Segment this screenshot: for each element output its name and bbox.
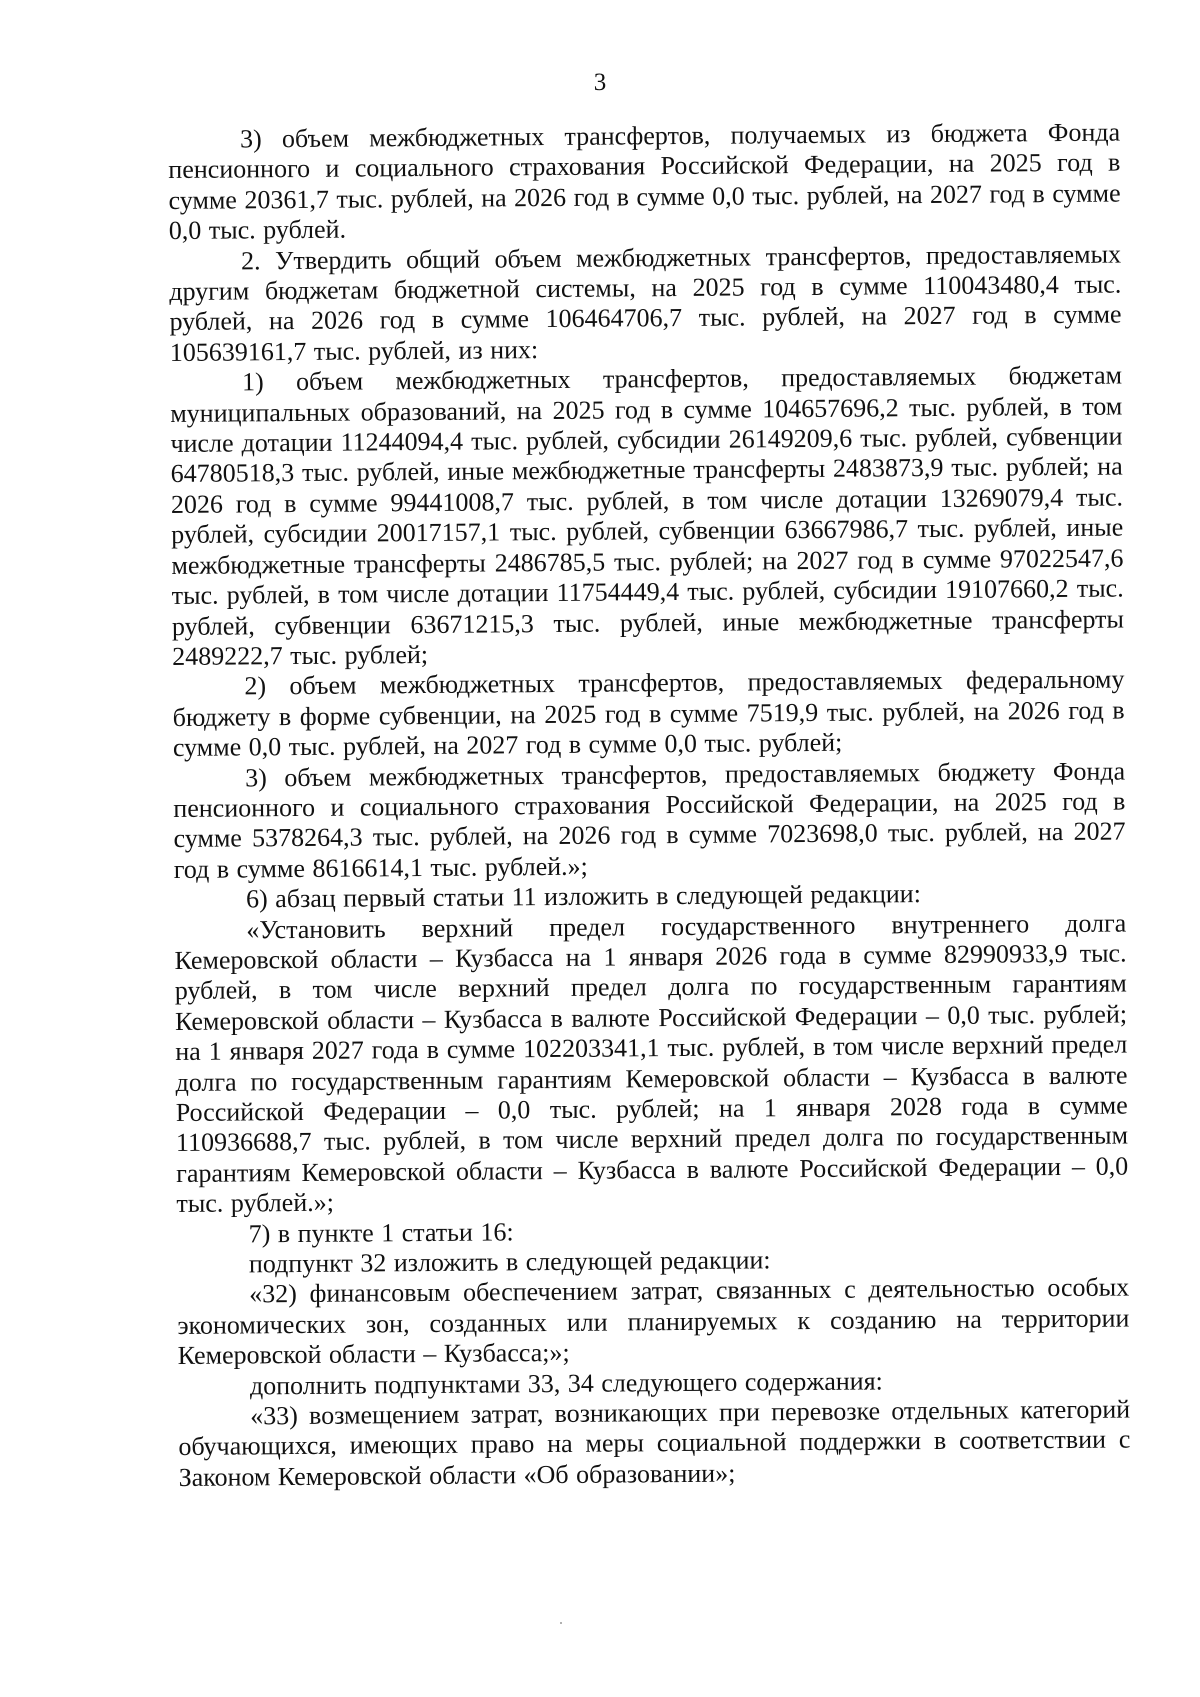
page-number: 3 (593, 69, 607, 96)
paragraph-total-transfers: 2. Утвердить общий объем межбюджетных трансфертов, предоставляемых другим бюджетам бюджетной системы, на 2025 год в сумме 110043480,4 тыс. рублей, на 2026 год в сумме 106464706,7 тыс. рублей, на 2027 год в сумме 105639161,7 тыс. рублей, из них: (169, 239, 1122, 367)
paragraph-subpoint-33: «33) возмещением затрат, возникающих при перевозке отдельных категорий обучающихся, имеющих право на меры социальной поддержки в соответствии с Законом Кемеровской области «Об образовании»; (178, 1394, 1131, 1492)
paragraph-pension-fund-transfers: 3) объем межбюджетных трансфертов, предоставляемых бюджету Фонда пенсионного и социального страхования Российской Федерации, на 2025 год в сумме 5378264,3 тыс. рублей, на 2026 год в сумме 7023698,0 тыс. рублей, на 2027 год в сумме 8616614,1 тыс. рублей.»; (173, 756, 1126, 884)
paragraph-add-subpoints-intro: дополнить подпунктами 33, 34 следующего содержания: (249, 1366, 883, 1401)
paragraph-municipal-transfers: 1) объем межбюджетных трансфертов, предоставляемых бюджетам муниципальных образований, на 2025 год в сумме 104657696,2 тыс. рублей, в том числе дотации 11244094,4 тыс. рублей, субсидии 26149209,6 тыс. рублей, субвенции 64780518,3 тыс. рублей, иные межбюджетные трансферты 2483873,9 тыс. рублей; на 2026 год в сумме 99441008,7 тыс. рублей, в том числе дотации 13269079,4 тыс. рублей, субсидии 20017157,1 тыс. рублей, субвенции 63667986,7 тыс. рублей, иные межбюджетные трансферты 2486785,5 тыс. рублей; на 2027 год в сумме 97022547,6 тыс. рублей, в том числе дотации 11754449,4 тыс. рублей, субсидии 19107660,2 тыс. рублей, субвенции 63671215,3 тыс. рублей, иные межбюджетные трансферты 2489222,7 тыс. рублей; (170, 360, 1125, 671)
scan-speck (560, 1622, 562, 1624)
paragraph-subpoint-32-intro: подпункт 32 изложить в следующей редакции: (248, 1245, 771, 1279)
paragraph-transfers-from-pension-fund: 3) объем межбюджетных трансфертов, получаемых из бюджета Фонда пенсионного и социального страхования Российской Федерации, на 2025 год в сумме 20361,7 тыс. рублей, на 2026 год в сумме 0,0 тыс. рублей, на 2027 год в сумме 0,0 тыс. рублей. (168, 117, 1121, 246)
paragraph-debt-limit: «Установить верхний предел государственного внутреннего долга Кемеровской области – Кузбасса на 1 января 2026 года в сумме 82990933,9 тыс. рублей, в том числе верхний предел долга по государственным гарантиям Кемеровской области – Кузбасса в валюте Российской Федерации – 0,0 тыс. рублей; на 1 января 2027 года в сумме 102203341,1 тыс. рублей, в том числе верхний предел долга по государственным гарантиям Кемеровской области – Кузбасса в валюте Российской Федерации – 0,0 тыс. рублей; на 1 января 2028 года в сумме 110936688,7 тыс. рублей, в том числе верхний предел долга по государственным гарантиям Кемеровской области – Кузбасса в валюте Российской Федерации – 0,0 тыс. рублей.»; (174, 908, 1129, 1219)
paragraph-subpoint-32: «32) финансовым обеспечением затрат, связанных с деятельностью особых экономических зон, созданных или планируемых к созданию на территории Кемеровской области – Кузбасса;»; (177, 1272, 1130, 1371)
document-body (168, 118, 1131, 1494)
paragraph-article-16-amendment: 7) в пункте 1 статьи 16: (248, 1216, 514, 1249)
paragraph-federal-transfers: 2) объем межбюджетных трансфертов, предоставляемых федеральному бюджету в форме субвенции, на 2025 год в сумме 7519,9 тыс. рублей, на 2026 год в сумме 0,0 тыс. рублей, на 2027 год в сумме 0,0 тыс. рублей; (172, 664, 1125, 763)
paragraph-article-11-amendment: 6) абзац первый статьи 11 изложить в следующей редакции: (245, 879, 921, 914)
